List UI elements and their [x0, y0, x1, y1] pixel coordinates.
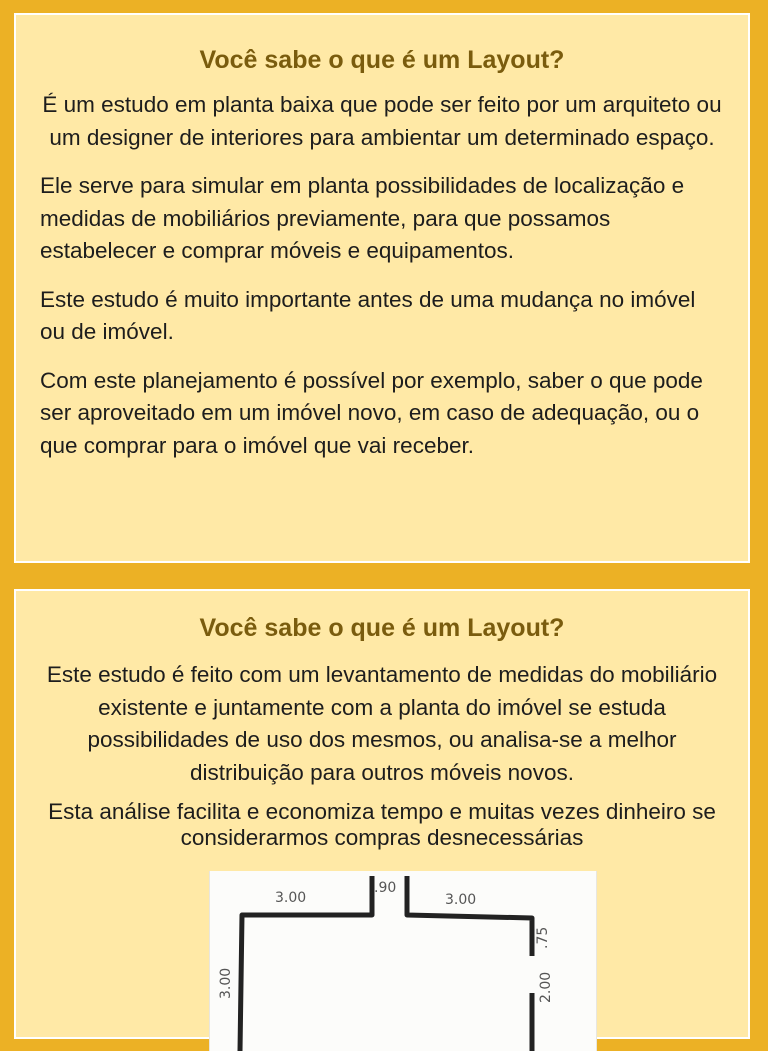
- layout-study-card: [14, 589, 750, 1039]
- paragraph-definition: É um estudo em planta baixa que pode ser feito por um arquiteto ou um designer de interiores para ambientar um determinado espaço.: [42, 92, 722, 150]
- dimension-left: 3.00: [218, 967, 234, 999]
- floor-plan-sketch: [209, 871, 597, 1051]
- card-title: Você sabe o que é um Layout?: [199, 614, 565, 642]
- paragraph-importance: Este estudo é muito importante antes de uma mudança no imóvel ou de imóvel.: [40, 286, 696, 344]
- dimension-top-left: 3.00: [275, 890, 307, 906]
- dimension-right-large: 2.00: [538, 971, 554, 1003]
- paragraph-planning: Com este planejamento é possível por exemplo, saber o que pode ser aproveitado em um imóvel novo, em caso de adequação, ou o que comprar para o imóvel que vai receber.: [40, 367, 703, 458]
- dimension-top-right: 3.00: [445, 892, 477, 908]
- dimension-right-small: .75: [535, 926, 551, 949]
- layout-intro-card: [14, 13, 750, 563]
- floor-plan-drawing: [210, 871, 596, 1051]
- dimension-door: .90: [374, 880, 397, 896]
- card-title: Você sabe o que é um Layout?: [199, 46, 565, 74]
- floor-plan-right-wall: [407, 876, 532, 956]
- paragraph-savings: Esta análise facilita e economiza tempo e muitas vezes dinheiro se considerarmos compras desnecessárias: [48, 799, 716, 850]
- paragraph-purpose: Ele serve para simular em planta possibilidades de localização e medidas de mobiliários previamente, para que possamos estabelecer e comprar móveis e equipamentos.: [40, 173, 685, 263]
- paragraph-study-method: Este estudo é feito com um levantamento de medidas do mobiliário existente e juntamente com a planta do imóvel se estuda possibilidades de uso dos mesmos, ou analisa-se a melhor distribuição para outros móveis novos.: [46, 662, 718, 785]
